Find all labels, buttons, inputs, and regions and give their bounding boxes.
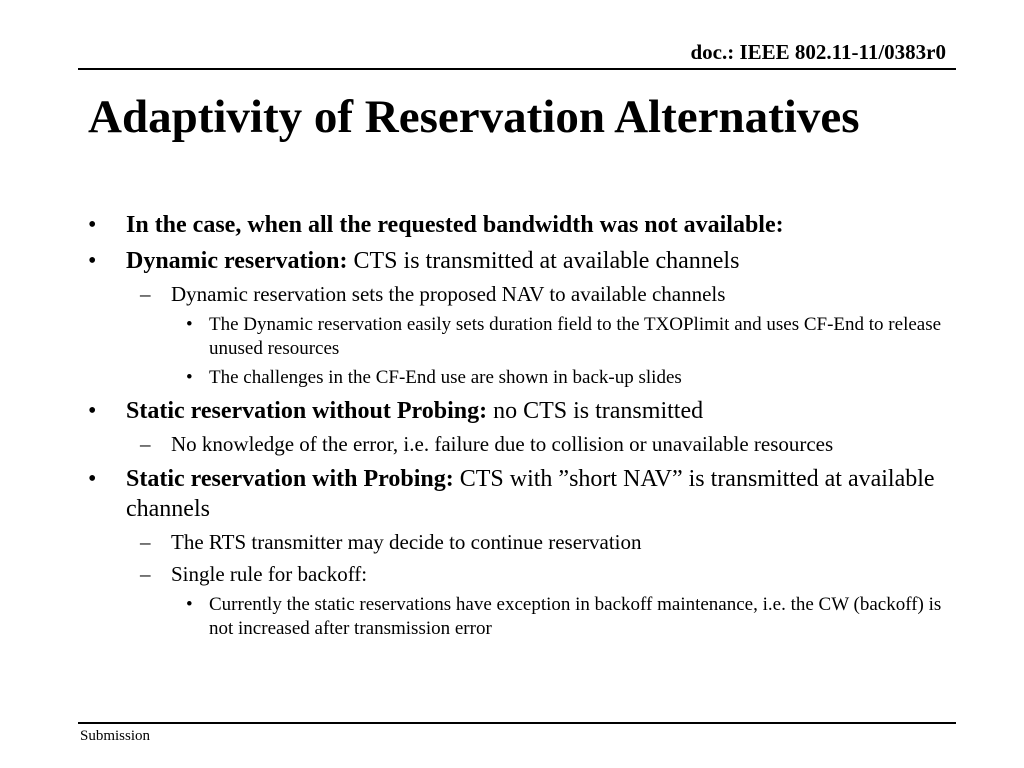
bullet-heading: Static reservation with Probing: — [126, 466, 454, 492]
bullet-text: CTS is transmitted at available channels — [347, 248, 740, 274]
bullet-marker: • — [186, 367, 193, 388]
bullet-text: No knowledge of the error, i.e. failure due to collision or unavailable resources — [171, 432, 834, 456]
dash-marker: – — [140, 562, 151, 586]
bullet-heading: Static reservation without Probing: — [126, 398, 488, 424]
bullet-text: no CTS is transmitted — [487, 398, 704, 424]
subbullet-no-knowledge — [88, 431, 948, 458]
subsubbullet-backoff-exception — [88, 593, 948, 641]
subbullet-rts-transmitter — [88, 529, 948, 556]
slide-title: Adaptivity of Reservation Alternatives — [88, 91, 860, 143]
bullet-marker: • — [88, 398, 97, 424]
footer-divider — [78, 722, 956, 724]
bullet-text: The Dynamic reservation easily sets duration field to the TXOPlimit and uses CF-End to release unused resources — [209, 314, 942, 359]
bullet-text: Single rule for backoff: — [171, 562, 368, 586]
bullet-heading: In the case, when all the requested bandwidth was not available: — [126, 212, 784, 238]
bullet-marker: • — [186, 314, 193, 335]
subsubbullet-txoplimit — [88, 313, 948, 361]
bullet-text: The RTS transmitter may decide to continue reservation — [171, 530, 642, 554]
bullet-text: The challenges in the CF-End use are shown in back-up slides — [209, 367, 682, 388]
dash-marker: – — [140, 282, 151, 306]
slide-body — [88, 210, 948, 641]
subbullet-backoff-rule — [88, 561, 948, 588]
header-divider — [78, 68, 956, 70]
bullet-static-without-probing — [88, 396, 948, 426]
bullet-marker: • — [186, 594, 193, 615]
dash-marker: – — [140, 530, 151, 554]
subbullet-dynamic-nav — [88, 281, 948, 308]
bullet-text: Currently the static reservations have exception in backoff maintenance, i.e. the CW (backoff) is not increased after transmission error — [209, 594, 942, 639]
subsubbullet-cf-end-challenges — [88, 366, 948, 390]
bullet-text: CTS with ”short NAV” is transmitted at available channels — [126, 466, 935, 522]
dash-marker: – — [140, 432, 151, 456]
bullet-marker: • — [88, 248, 97, 274]
bullet-static-with-probing — [88, 464, 948, 524]
submission-label: Submission — [80, 728, 151, 744]
document-id: doc.: IEEE 802.11-11/0383r0 — [690, 40, 946, 64]
bullet-dynamic-reservation — [88, 246, 948, 276]
bullet-text: Dynamic reservation sets the proposed NAV to available channels — [171, 282, 726, 306]
bullet-marker: • — [88, 466, 97, 492]
bullet-marker: • — [88, 212, 97, 238]
bullet-heading: Dynamic reservation: — [126, 248, 348, 274]
bullet-bandwidth-unavailable — [88, 210, 948, 240]
